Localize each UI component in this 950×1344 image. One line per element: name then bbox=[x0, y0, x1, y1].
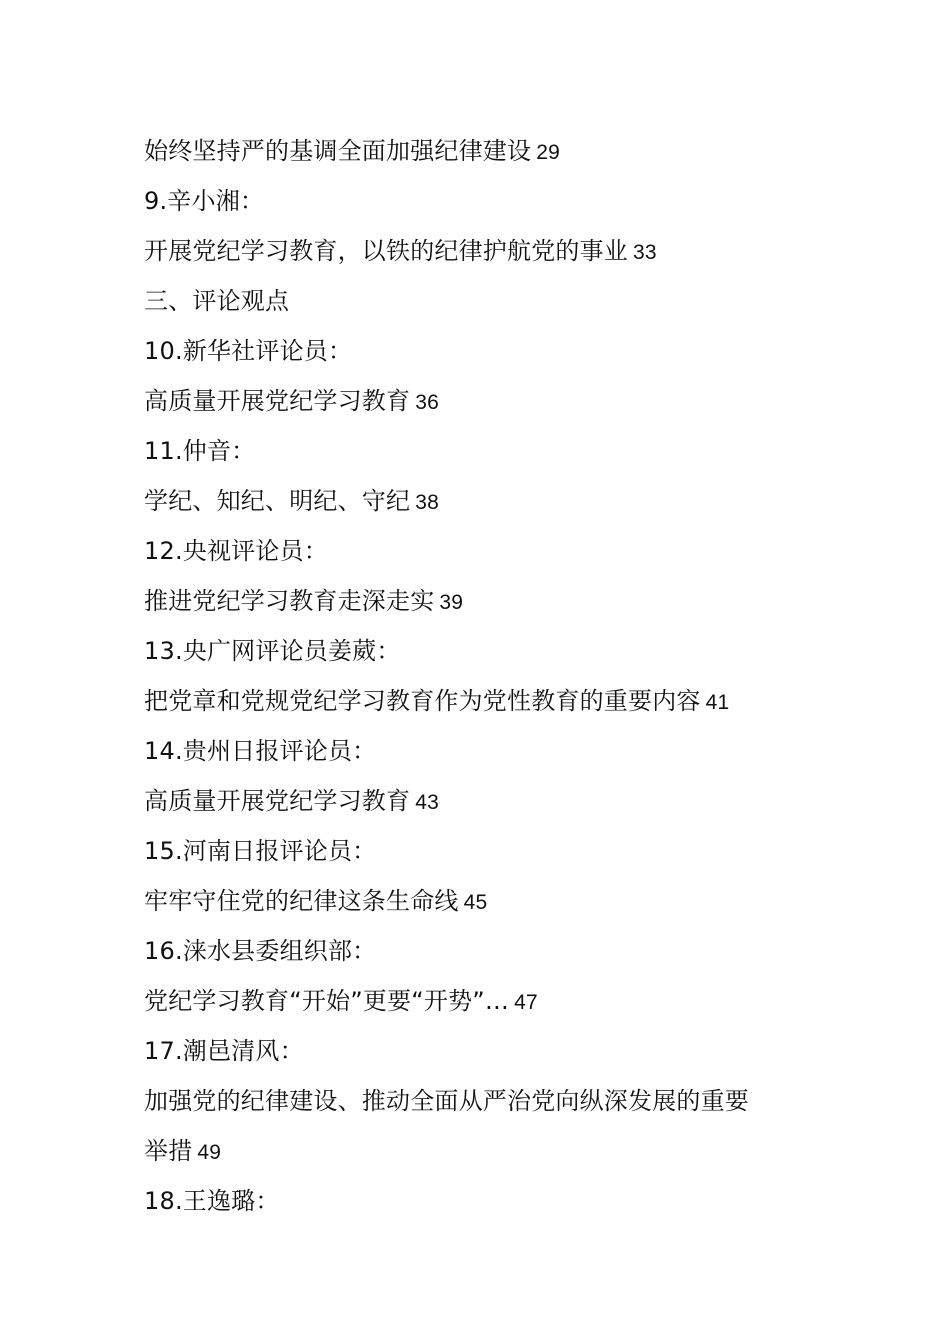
toc-entry-text: 高质量开展党纪学习教育 bbox=[144, 387, 411, 415]
toc-entry-text: 15.河南日报评论员： bbox=[144, 837, 377, 865]
toc-entry-text: 学纪、知纪、明纪、守纪 bbox=[144, 487, 411, 515]
toc-entry-text: 加强党的纪律建设、推动全面从严治党向纵深发展的重要 bbox=[144, 1087, 749, 1115]
toc-page-number: 45 bbox=[463, 891, 488, 914]
toc-page-number: 39 bbox=[439, 591, 464, 614]
toc-author bbox=[144, 826, 844, 876]
toc-entry-text: 高质量开展党纪学习教育 bbox=[144, 787, 411, 815]
toc-author bbox=[144, 426, 844, 476]
toc-entry bbox=[144, 676, 844, 726]
toc-author bbox=[144, 176, 844, 226]
toc-entry bbox=[144, 776, 844, 826]
toc-page-number: 47 bbox=[514, 991, 538, 1014]
toc-author bbox=[144, 326, 844, 376]
section-heading bbox=[144, 276, 844, 326]
toc-entry bbox=[144, 1076, 844, 1126]
toc-entry bbox=[144, 376, 844, 426]
toc-entry bbox=[144, 126, 844, 176]
toc-entry-text: 把党章和党规党纪学习教育作为党性教育的重要内容 bbox=[144, 687, 701, 715]
toc-entry-text: 牢牢守住党的纪律这条生命线 bbox=[144, 887, 459, 915]
toc-entry-text: 党纪学习教育“开始”更要“开势”… bbox=[144, 987, 510, 1015]
toc-entry-text: 举措 bbox=[144, 1137, 193, 1165]
toc-entry-text: 13.央广网评论员姜葳： bbox=[144, 637, 401, 665]
toc-page-number: 29 bbox=[536, 141, 560, 164]
table-of-contents bbox=[144, 126, 844, 1226]
toc-entry-text: 始终坚持严的基调全面加强纪律建设 bbox=[144, 137, 532, 165]
toc-page-number: 33 bbox=[633, 241, 657, 264]
toc-entry-text: 12.央视评论员： bbox=[144, 537, 328, 565]
toc-author bbox=[144, 526, 844, 576]
toc-entry bbox=[144, 1126, 844, 1176]
toc-entry-text: 17.潮邑清风： bbox=[144, 1037, 304, 1065]
toc-entry-text: 14.贵州日报评论员： bbox=[144, 737, 377, 765]
toc-entry-text: 18.王逸璐： bbox=[144, 1187, 280, 1215]
toc-entry-text: 16.涞水县委组织部： bbox=[144, 937, 377, 965]
toc-author bbox=[144, 926, 844, 976]
toc-page-number: 36 bbox=[415, 391, 439, 414]
toc-entry-text: 10.新华社评论员： bbox=[144, 337, 353, 365]
toc-author bbox=[144, 1026, 844, 1076]
toc-entry-text: 开展党纪学习教育，以铁的纪律护航党的事业 bbox=[144, 237, 628, 265]
toc-entry-text: 推进党纪学习教育走深走实 bbox=[144, 587, 435, 615]
toc-author bbox=[144, 626, 844, 676]
toc-entry bbox=[144, 226, 844, 276]
toc-entry-text: 11.仲音： bbox=[144, 437, 256, 465]
toc-author bbox=[144, 726, 844, 776]
toc-page-number: 38 bbox=[415, 491, 439, 514]
toc-entry-text: 三、评论观点 bbox=[144, 287, 290, 315]
toc-page-number: 49 bbox=[197, 1141, 222, 1164]
toc-entry bbox=[144, 476, 844, 526]
toc-entry bbox=[144, 576, 844, 626]
toc-page-number: 43 bbox=[415, 791, 439, 814]
toc-entry-text: 9.辛小湘： bbox=[144, 187, 265, 215]
toc-entry bbox=[144, 876, 844, 926]
toc-page-number: 41 bbox=[705, 691, 730, 714]
toc-author bbox=[144, 1176, 844, 1226]
toc-entry bbox=[144, 976, 844, 1026]
